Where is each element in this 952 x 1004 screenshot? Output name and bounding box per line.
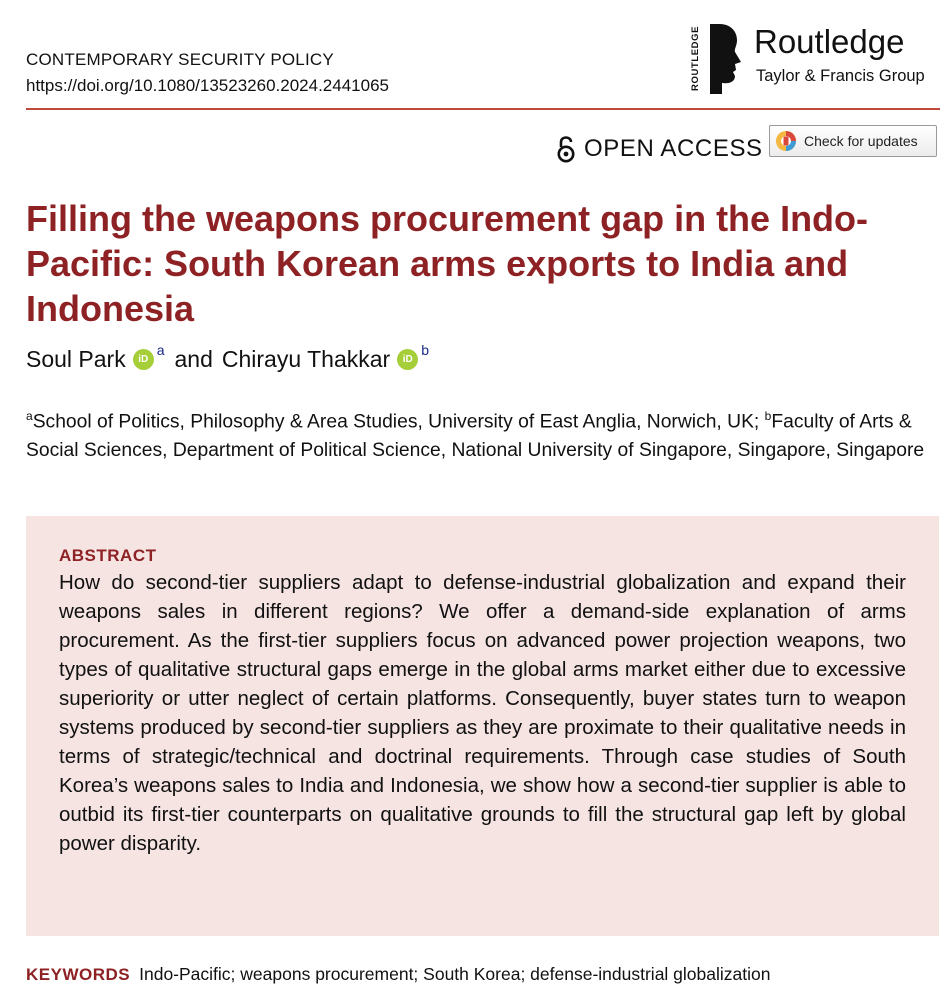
author-name[interactable]: Soul Park	[26, 346, 126, 372]
author-name[interactable]: Chirayu Thakkar	[221, 346, 391, 372]
crossmark-icon	[775, 130, 797, 152]
check-updates-button[interactable]	[769, 125, 937, 157]
keywords-text: Indo-Pacific; weapons procurement; South Korea; defense-industrial globalization	[139, 964, 771, 984]
abstract-box	[26, 516, 939, 936]
keywords	[26, 964, 770, 985]
publisher-logo	[690, 20, 945, 96]
abstract-heading: ABSTRACT	[59, 546, 157, 565]
affiliation-text: School of Politics, Philosophy & Area Studies, University of East Anglia, Norwich, UK;	[32, 411, 765, 433]
affiliation-text: Faculty of Arts & Social Sciences, Department of Political Science, National University of Singapore, Singapore, Singapore	[26, 411, 925, 462]
article-title: Filling the weapons procurement gap in the Indo-Pacific: South Korean arms exports to India and Indonesia	[26, 198, 869, 329]
publisher-name: Routledge	[754, 23, 905, 60]
affiliations	[26, 402, 942, 465]
affiliation-mark: b	[421, 341, 429, 358]
publisher-group: Taylor & Francis Group	[756, 67, 925, 85]
check-updates-label: Check for updates	[804, 133, 918, 149]
header-rule	[26, 108, 940, 110]
routledge-profile-logo	[704, 22, 750, 94]
keywords-heading: KEYWORDS	[26, 965, 131, 984]
journal-info	[26, 49, 389, 97]
author-conjunction: and	[174, 346, 213, 372]
open-access-lock-icon	[556, 134, 576, 164]
journal-name: CONTEMPORARY SECURITY POLICY	[26, 50, 334, 69]
publisher-vertical-text: ROUTLEDGE	[690, 25, 701, 91]
orcid-icon[interactable]: iD	[397, 349, 418, 370]
abstract-text: How do second-tier suppliers adapt to defense-industrial globalization and expand their weapons sales in different regions? We offer a demand-side explanation of arms procurement. As the first-tier suppliers focus on advanced power projection weapons, two types of qualitative structural gaps emerge in the global arms market either due to excessive superiority or utter neglect of certain platforms. Consequently, buyer states turn to weapon systems produced by second-tier suppliers as they are proximate to their qualitative needs in terms of strategic/technical and doctrinal requirements. Through case studies of South Korea’s weapons sales to India and Indonesia, we show how a second-tier supplier is able to outbid its first-tier counterparts on qualitative grounds to fill the structural gap left by global power disparity.	[59, 571, 906, 855]
open-access-badge	[556, 132, 763, 166]
doi-link[interactable]: https://doi.org/10.1080/13523260.2024.2441065	[26, 76, 389, 95]
affiliation-mark: a	[26, 409, 33, 423]
affiliation-mark: a	[156, 341, 165, 358]
author-list	[26, 341, 435, 373]
orcid-icon[interactable]: iD	[133, 349, 154, 370]
affiliation-mark: b	[764, 409, 772, 423]
open-access-label: OPEN ACCESS	[584, 135, 763, 162]
